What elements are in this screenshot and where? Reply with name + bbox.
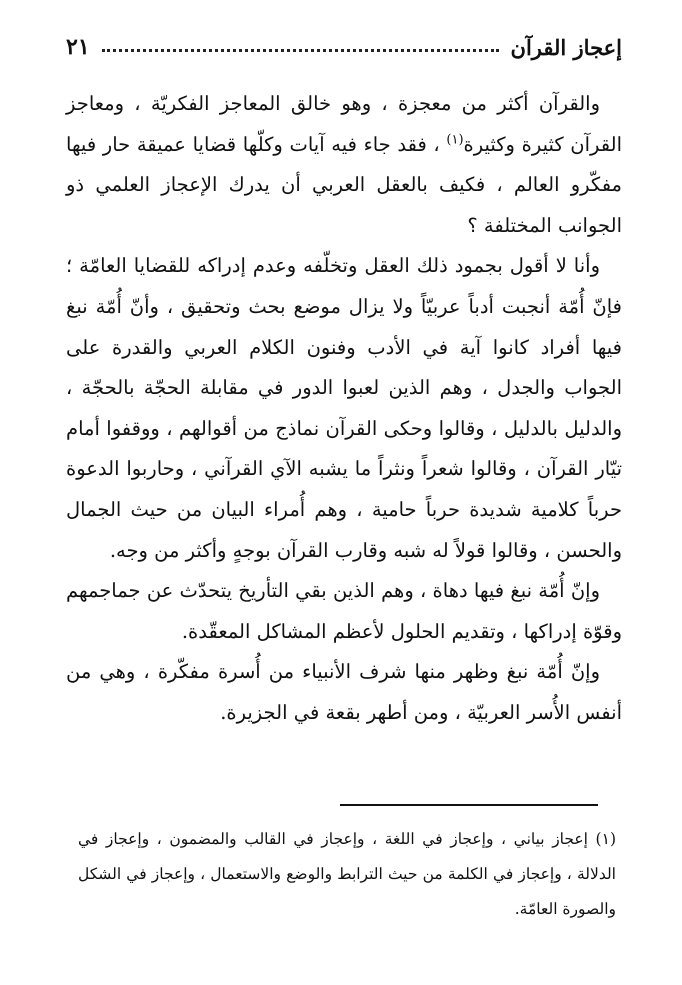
paragraph-3: وإنّ أُمّة نبغ فيها دهاة ، وهم الذين بقي التأريخ يتحدّث عن جماجمهم وقوّة إدراكها ، وتقديم الحلول لأعظم المشاكل المعقّدة. [66, 579, 622, 643]
paragraph-1-text-end: ، فقد جاء فيه آيات وكلّها قضايا عميقة حار فيها مفكّرو العالم ، فكيف بالعقل العربي أن يدرك الإعجاز العلمي ذو الجوانب المختلفة ؟ [66, 132, 622, 237]
footnote [78, 822, 616, 927]
paragraph-4: وإنّ أُمّة نبغ وظهر منها شرف الأنبياء من أُسرة مفكّرة ، وهي من أنفس الأُسر العربيّة ، ومن أطهر بقعة في الجزيرة. [66, 660, 622, 724]
header-dot-leader [102, 49, 499, 52]
paragraph-2: وأنا لا أقول بجمود ذلك العقل وتخلّفه وعدم إدراكه للقضايا العامّة ؛ فإنّ أُمّة أنجبت أدباً عربيّاً ولا يزال موضع بحث وتحقيق ، وأنّ أُمّة نبغ فيها أفراد كانوا آية في الأدب وفنون الكلام العربي والقدرة على الجواب والجدل ، وهم الذين لعبوا الدور في مقابلة الحجّة بالحجّة ، والدليل بالدليل ، وقالوا وحكى القرآن نماذج من أقوالهم ، ووقفوا أمام تيّار القرآن ، وقالوا شعراً ونثراً ما يشبه الآي القرآني ، وحاربوا الدعوة حرباً كلامية شديدة حرباً حامية ، وهم أُمراء البيان من حيث الجمال والحسن ، وقالوا قولاً له شبه وقارب القرآن بوجهٍ وأكثر من وجه. [66, 254, 622, 562]
footnote-text: (١) إعجاز بياني ، وإعجاز في اللغة ، وإعجاز في القالب والمضمون ، وإعجاز في الدلالة ، وإعجاز في الكلمة من حيث الترابط والوضع والاستعمال ، وإعجاز في الشكل والصورة العامّة. [78, 830, 616, 918]
paragraph-1 [66, 84, 622, 246]
footnote-reference: (١) [446, 132, 464, 148]
running-title: إعجاز القرآن [510, 34, 622, 60]
running-header [66, 30, 622, 64]
main-text [66, 84, 622, 734]
footnote-separator [340, 804, 598, 806]
paragraph-1-text-start: والقرآن أكثر من معجزة ، وهو خالق المعاجز الفكريّة ، ومعاجز القرآن كثيرة وكثيرة [66, 92, 622, 156]
page-number: ٢١ [66, 34, 90, 60]
